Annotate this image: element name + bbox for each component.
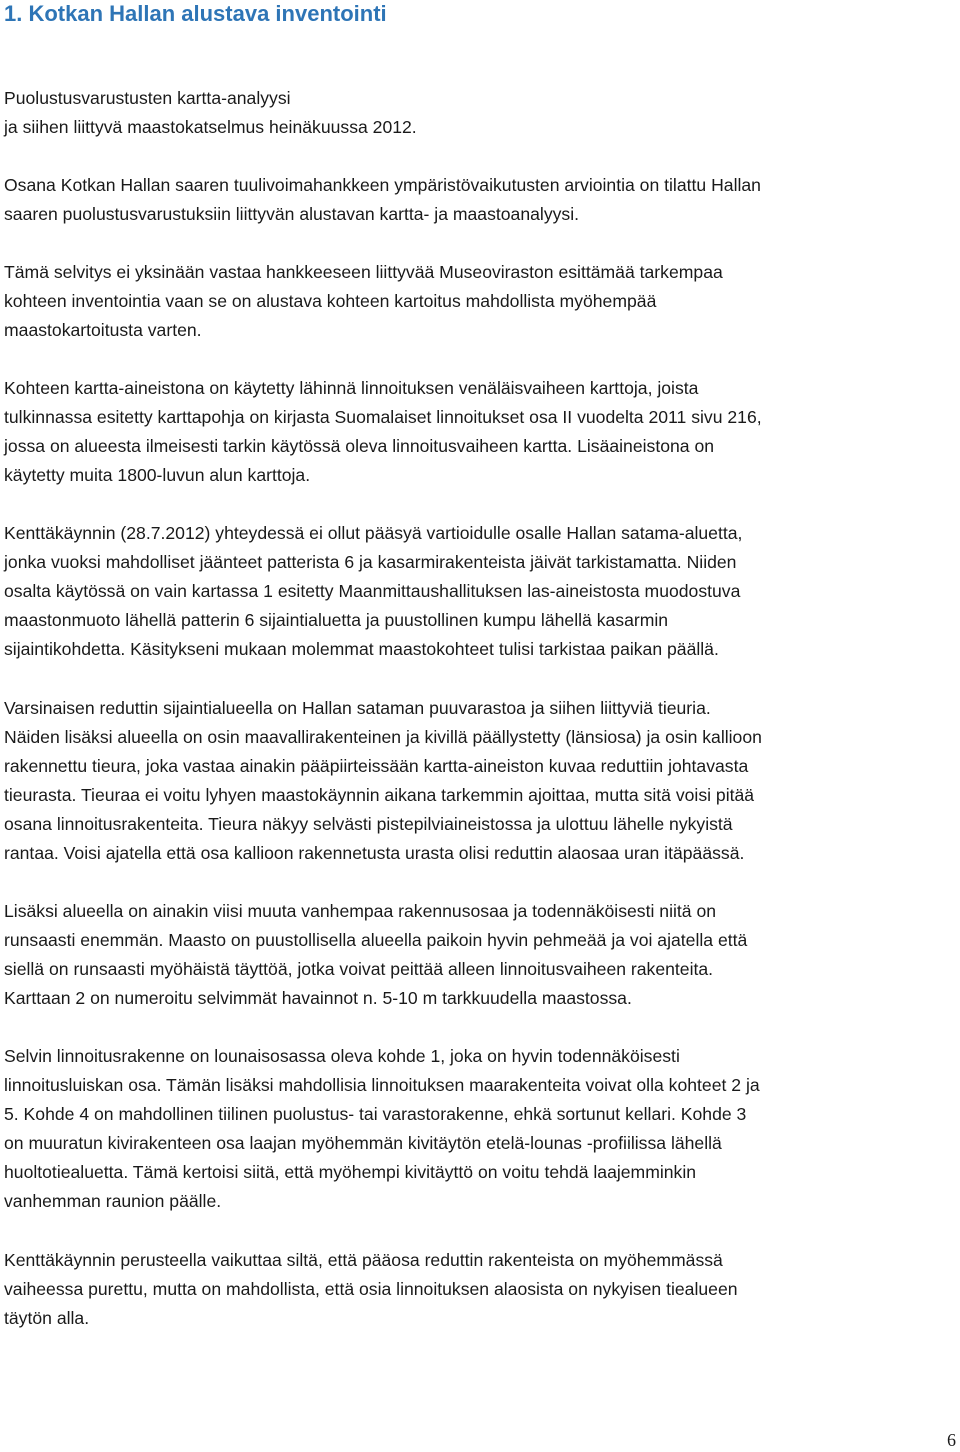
text-line: vaiheessa purettu, mutta on mahdollista, että osia linnoituksen alaosista on nykyisen tiealueen: [4, 1279, 738, 1299]
paragraph-conclusion: [4, 1246, 956, 1333]
text-line: käytetty muita 1800-luvun alun karttoja.: [4, 465, 311, 485]
paragraph-redoubt-area: [4, 694, 956, 868]
text-line: jonka vuoksi mahdolliset jäänteet patterista 6 ja kasarmirakenteista jäivät tarkistamatta. Niiden: [4, 552, 737, 572]
text-line: 5. Kohde 4 on mahdollinen tiilinen puolustus- tai varastorakenne, ehkä sortunut kellari. Kohde 3: [4, 1104, 747, 1124]
text-line: tulkinnassa esitetty karttapohja on kirjasta Suomalaiset linnoitukset osa II vuodelta 2011 sivu 216,: [4, 407, 762, 427]
page-number: 6: [947, 1430, 956, 1450]
text-line: osalta käytössä on vain kartassa 1 esitetty Maanmittaushallituksen las-aineistosta muodostuva: [4, 581, 741, 601]
text-line: saaren puolustusvarustuksiin liittyvän alustavan kartta- ja maastoanalyysi.: [4, 204, 580, 224]
paragraph-field-visit: [4, 519, 956, 664]
text-line: Kohteen kartta-aineistona on käytetty lähinnä linnoituksen venäläisvaiheen karttoja, joista: [4, 378, 699, 398]
text-line: ja siihen liittyvä maastokatselmus heinäkuussa 2012.: [4, 117, 417, 137]
text-line: kohteen inventointia vaan se on alustava kohteen kartoitus mahdollista myöhempää: [4, 291, 657, 311]
text-line: täytön alla.: [4, 1308, 90, 1328]
text-line: rakennettu tieura, joka vastaa ainakin pääpiirteissään kartta-aineiston kuvaa reduttiin johtavasta: [4, 756, 749, 776]
text-line: Varsinaisen reduttin sijaintialueella on Hallan sataman puuvarastoa ja siihen liittyviä tieuria.: [4, 698, 711, 718]
paragraph-fortification-features: [4, 1042, 956, 1216]
text-line: siellä on runsaasti myöhäistä täyttöä, jotka voivat peittää alleen linnoitusvaiheen rakenteita.: [4, 959, 714, 979]
text-line: runsaasti enemmän. Maasto on puustollisella alueella paikoin hyvin pehmeää ja voi ajatella että: [4, 930, 748, 950]
text-line: osana linnoitusrakenteita. Tieura näkyy selvästi pistepilviaineistossa ja ulottuu lähelle nykyistä: [4, 814, 733, 834]
text-line: maastokartoitusta varten.: [4, 320, 202, 340]
paragraph-map-sources: [4, 374, 956, 490]
text-line: Näiden lisäksi alueella on osin maavallirakenteinen ja kivillä päällystetty (länsiosa) ja osin kallioon: [4, 727, 762, 747]
text-line: rantaa. Voisi ajatella että osa kallioon rakennetusta urasta olisi reduttin alaosaa uran itäpäässä.: [4, 843, 745, 863]
section-heading: 1. Kotkan Hallan alustava inventointi: [4, 1, 387, 26]
paragraph-scope: [4, 258, 956, 345]
text-line: Kenttäkäynnin perusteella vaikuttaa siltä, että pääosa reduttin rakenteista on myöhemmässä: [4, 1250, 723, 1270]
text-line: Kenttäkäynnin (28.7.2012) yhteydessä ei ollut pääsyä vartioidulle osalle Hallan satama-aluetta,: [4, 523, 743, 543]
text-line: Tämä selvitys ei yksinään vastaa hankkeeseen liittyvää Museoviraston esittämää tarkempaa: [4, 262, 723, 282]
text-line: huoltotiealuetta. Tämä kertoisi siitä, että myöhempi kivitäyttö on voitu tehdä laajemminkin: [4, 1162, 697, 1182]
paragraph-subtitle: [4, 84, 956, 142]
text-line: Selvin linnoitusrakenne on lounaisosassa oleva kohde 1, joka on hyvin todennäköisesti: [4, 1046, 680, 1066]
text-line: maastonmuoto lähellä patterin 6 sijaintialuetta ja puustollinen kumpu lähellä kasarmin: [4, 610, 669, 630]
paragraph-intro: [4, 171, 956, 229]
text-line: Puolustusvarustusten kartta-analyysi: [4, 88, 291, 108]
text-line: sijaintikohdetta. Käsitykseni mukaan molemmat maastokohteet tulisi tarkistaa paikan päällä.: [4, 639, 719, 659]
text-line: linnoitusluiskan osa. Tämän lisäksi mahdollisia linnoituksen maarakenteita voivat olla kohteet 2 ja: [4, 1075, 760, 1095]
text-line: jossa on alueesta ilmeisesti tarkin käytössä oleva linnoitusvaiheen kartta. Lisäaineistona on: [4, 436, 715, 456]
text-line: Karttaan 2 on numeroitu selvimmät havainnot n. 5-10 m tarkkuudella maastossa.: [4, 988, 632, 1008]
text-line: Lisäksi alueella on ainakin viisi muuta vanhempaa rakennusosaa ja todennäköisesti niitä on: [4, 901, 717, 921]
paragraph-older-structures: [4, 897, 956, 1013]
text-line: on muuratun kivirakenteen osa laajan myöhemmän kivitäytön etelä-lounas -profiilissa lähellä: [4, 1133, 722, 1153]
text-line: tieurasta. Tieuraa ei voitu lyhyen maastokäynnin aikana tarkemmin ajoittaa, mutta sitä voisi pitää: [4, 785, 755, 805]
text-line: vanhemman raunion päälle.: [4, 1191, 222, 1211]
text-line: Osana Kotkan Hallan saaren tuulivoimahankkeen ympäristövaikutusten arviointia on tilattu Hallan: [4, 175, 761, 195]
